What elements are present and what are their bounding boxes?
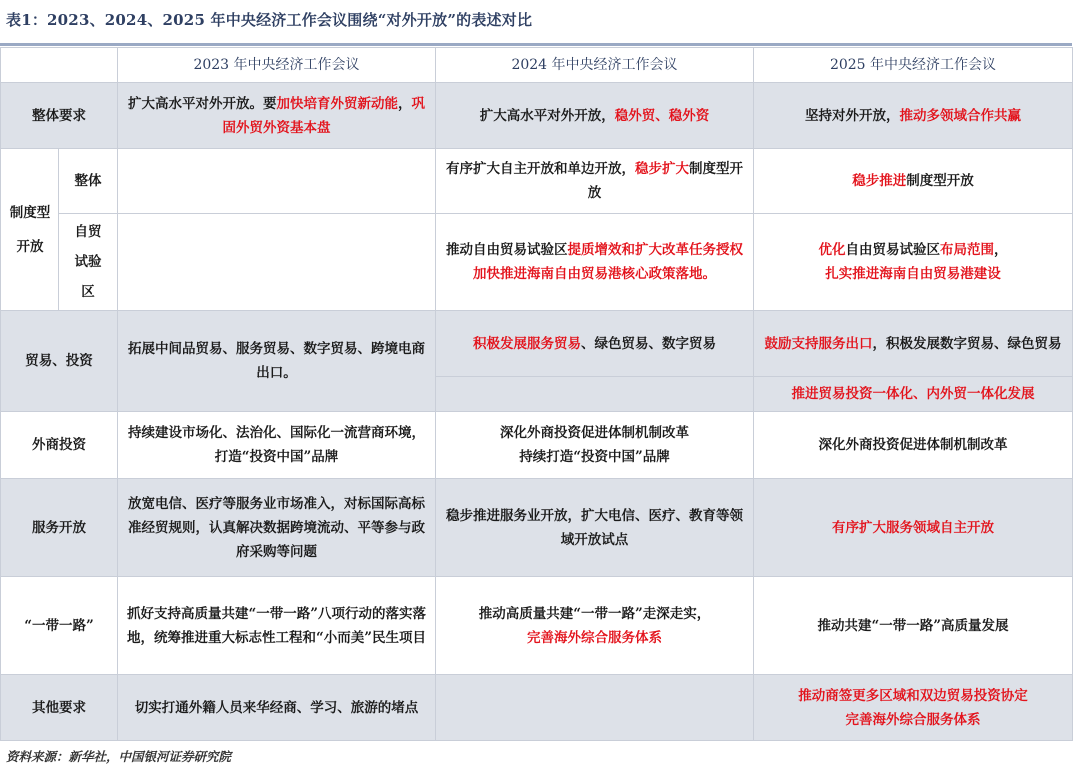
row-services [1, 479, 1073, 577]
row-other [1, 675, 1073, 741]
header-2024: 2024 年中央经济工作会议 [436, 48, 754, 83]
text-run: 切实打通外籍人员来华经商、学习、旅游的堵点 [134, 699, 419, 716]
comparison-table [0, 47, 1073, 741]
text-run: 坚持对外开放， [805, 107, 900, 124]
text-run: 深化外商投资促进体制机制改革 [818, 437, 1008, 453]
subrow-label-ftz [59, 214, 118, 311]
cell-bri-2023 [118, 577, 436, 675]
text-run: 制度型开放 [587, 161, 743, 201]
highlight-text: 稳步推进 [852, 173, 907, 189]
highlight-text: 布局范围 [940, 242, 994, 258]
cell-trade-2024b [436, 377, 754, 412]
highlight-text: 优化 [818, 242, 846, 258]
row-institutional-ftz [1, 214, 1073, 311]
highlight-text: 巩固外贸外资基本盘 [222, 95, 425, 136]
cell-fdi-2024 [436, 412, 754, 479]
text-run: ， [994, 242, 1008, 258]
header-corner [1, 48, 118, 83]
highlight-text: 提质增效和扩大改革任务授权 [567, 242, 743, 258]
text-run: 拓展中间品贸易、服务贸易、数字贸易、跨境电商出口。 [128, 341, 425, 381]
text-run: ， [398, 95, 412, 112]
cell-services-2024 [436, 479, 754, 577]
row-label-trade: 贸易、投资 [1, 311, 118, 412]
cell-inst-ftz-2024 [436, 214, 754, 311]
cell-overall-2024 [436, 83, 754, 149]
highlight-text: 完善海外综合服务体系 [845, 711, 981, 728]
cell-inst-ftz-2025-line1 [762, 238, 1064, 262]
row-institutional-overall [1, 149, 1073, 214]
text-run: 放宽电信、医疗等服务业市场准入，对标国际高标准经贸规则，认真解决数据跨境流动、平等参与政府采购等问题 [128, 495, 425, 560]
text-run: 、绿色贸易、数字贸易 [581, 335, 716, 352]
cell-inst-overall-2023 [118, 149, 436, 214]
cell-trade-2025b [754, 377, 1073, 412]
title-divider [0, 43, 1072, 46]
highlight-text: 有序扩大服务领域自主开放 [832, 519, 994, 536]
text-run: 有序扩大自主开放和单边开放， [446, 161, 635, 177]
header-2025: 2025 年中央经济工作会议 [754, 48, 1073, 83]
cell-other-2023 [118, 675, 436, 741]
table-title: 表1：2023、2024、2025 年中央经济工作会议围绕“对外开放”的表述对比 [6, 11, 533, 29]
cell-bri-2025 [754, 577, 1073, 675]
cell-other-2025 [754, 675, 1073, 741]
row-overall [1, 83, 1073, 149]
text-run: 扩大高水平对外开放， [479, 107, 615, 124]
cell-fdi-2023 [118, 412, 436, 479]
cell-inst-ftz-2024-line2 [444, 262, 745, 286]
cell-trade-2025a [754, 311, 1073, 377]
highlight-text: 推进贸易投资一体化、内外贸一体化发展 [791, 386, 1035, 402]
highlight-text: 推动多领域合作共赢 [899, 107, 1021, 124]
row-bri [1, 577, 1073, 675]
cell-services-2025 [754, 479, 1073, 577]
highlight-text: 稳外贸、稳外资 [614, 107, 710, 124]
row-label-bri: “一带一路” [1, 577, 118, 675]
cell-bri-2024 [436, 577, 754, 675]
highlight-text: 加快培育外贸新动能 [276, 95, 398, 112]
text-run: 制度型开放 [906, 173, 974, 189]
cell-fdi-2024-line1 [444, 421, 745, 445]
subrow-label-overall: 整体 [59, 149, 118, 214]
row-trade-a [1, 311, 1073, 377]
cell-bri-2024-line1 [444, 602, 745, 626]
cell-other-2025-line2 [762, 708, 1064, 732]
cell-overall-2025 [754, 83, 1073, 149]
source-note: 资料来源：新华社，中国银河证券研究院 [6, 749, 232, 764]
row-label-institutional-text: 制度型开放 [9, 204, 51, 255]
text-run: 持续建设市场化、法治化、国际化一流营商环境，打造“投资中国”品牌 [128, 425, 425, 465]
text-run: 推动共建“一带一路”高质量发展 [817, 617, 1009, 634]
row-label-overall: 整体要求 [1, 83, 118, 149]
highlight-text: 完善海外综合服务体系 [527, 629, 662, 646]
cell-bri-2024-line2 [444, 626, 745, 650]
text-run: 推动自由贸易试验区 [446, 242, 568, 258]
header-2023: 2023 年中央经济工作会议 [118, 48, 436, 83]
cell-inst-ftz-2024-line1 [444, 238, 745, 262]
subrow-label-ftz-text: 自贸试验区 [74, 224, 102, 300]
header-row [1, 48, 1073, 83]
cell-inst-overall-2024 [436, 149, 754, 214]
row-label-services: 服务开放 [1, 479, 118, 577]
text-run: 扩大高水平对外开放。要 [128, 95, 277, 112]
cell-trade-2023 [118, 311, 436, 412]
cell-overall-2023 [118, 83, 436, 149]
highlight-text: 鼓励支持服务出口 [764, 335, 873, 352]
cell-inst-ftz-2023 [118, 214, 436, 311]
row-label-fdi: 外商投资 [1, 412, 118, 479]
highlight-text: 积极发展服务贸易 [473, 335, 581, 352]
highlight-text: 扎实推进海南自由贸易港建设 [825, 266, 1001, 282]
cell-inst-ftz-2025 [754, 214, 1073, 311]
cell-trade-2024 [436, 311, 754, 377]
cell-other-2025-line1 [762, 684, 1064, 708]
cell-fdi-2024-line2 [444, 445, 745, 469]
row-fdi [1, 412, 1073, 479]
text-run: 推动高质量共建“一带一路”走深走实， [478, 605, 711, 622]
text-run: 深化外商投资促进体制机制改革 [500, 425, 689, 441]
text-run: 抓好支持高质量共建“一带一路”八项行动的落实落地，统筹推进重大标志性工程和“小而美”民生项目 [126, 605, 427, 646]
row-label-institutional [1, 149, 59, 311]
cell-services-2023 [118, 479, 436, 577]
text-run: 稳步推进服务业开放，扩大电信、医疗、教育等领域开放试点 [446, 507, 743, 548]
text-run: 自由贸易试验区 [845, 242, 940, 258]
cell-inst-overall-2025 [754, 149, 1073, 214]
cell-inst-ftz-2025-line2 [762, 262, 1064, 286]
highlight-text: 推动商签更多区域和双边贸易投资协定 [798, 687, 1028, 704]
text-run: ，积极发展数字贸易、绿色贸易 [872, 335, 1062, 352]
highlight-text: 稳步扩大 [635, 161, 689, 177]
cell-fdi-2025 [754, 412, 1073, 479]
highlight-text: 加快推进海南自由贸易港核心政策落地。 [473, 266, 716, 282]
cell-other-2024 [436, 675, 754, 741]
text-run: 持续打造“投资中国”品牌 [519, 449, 670, 465]
row-label-other: 其他要求 [1, 675, 118, 741]
